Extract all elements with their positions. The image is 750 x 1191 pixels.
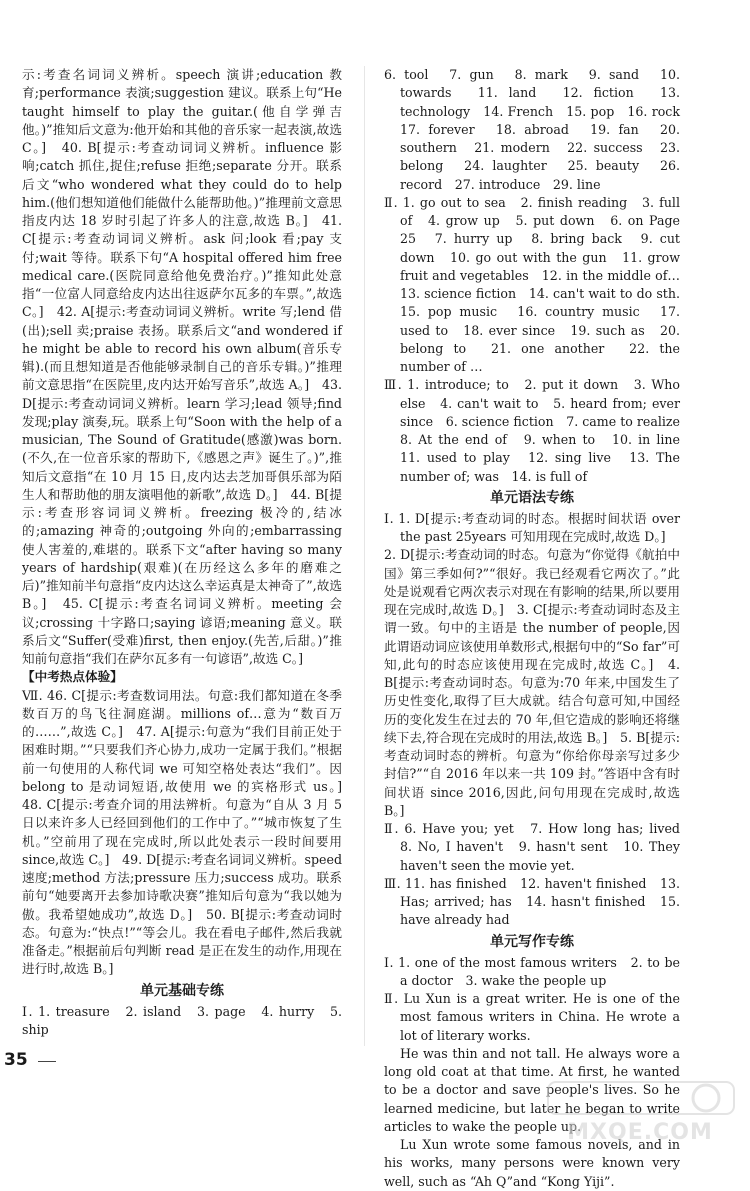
hot-spot-answers: Ⅶ. 46. C[提示:考查数词用法。句意:我们都知道在冬季数百万的鸟飞往洞庭湖。millions of…意为“数百万的……”,故选 C。] 47. A[提示:句意为“我们目前正处于困难时期。”“只要我们齐心协力,成功一定属于我们。”根据前一句使用的人称代词 we 可知空格处表达“我们”。因 belong to 是动词短语,故使用 we 的宾格形式 us。] 48. C[提示:考查介词的用法辨析。句意为“自从 3 月 5 日以来许多人已经回到他们的工作中了。”“城市恢复了生机。”空前用了现在完成时,所以此处表示一段时间要用 since,故选 C。] 49. D[提示:考查名词词义辨析。speed 速度;method 方法;pressure 压力;success 成功。联系前句“她要离开去参加诗歌决赛”推知后句意为“我以她为傲。我希望她成功”,故选 D。] 50. B[提示:考查动词时态。句意为:“快点!”“等会儿。我在看电子邮件,然后我就准备走。”根据前后句判断 read 是正在发生的动作,用现在进行时,故选 B。] bbox=[22, 687, 355, 977]
left-column bbox=[22, 66, 355, 1039]
grammar-item-2: 2. D[提示:考查动词的时态。句意为“你觉得《航拍中国》第三季如何?”“很好。我已经观看它两次了。”此处是说观看它两次表示对现在有影响的结果,所以要用现在完成时,故选 D。] 3. C[提示:考查动词时态及主谓一致。句中的主语是 the number of people,因此谓语动词应该使用单数形式,根据句中的“So far”可知,此句的时态应该使用现在完成时,故选 C。] 4. B[提示:考查动词时态。句意为:70 年来,中国发生了历史性变化,取得了巨大成就。结合句意可知,中国经历的变化发生在过去的 70 年,但它造成的影响还将继续下去,符合现在完成时的用法,故选 B。] 5. B[提示:考查动词时态的辨析。句意为“你给你母亲写过多少封信?”“自 2016 年以来一共 109 封。”答语中含有时间状语 since 2016,因此,问句用现在完成时,故选 B。] bbox=[384, 547, 680, 818]
hot-spot-heading: 【中考热点体验】 bbox=[22, 669, 123, 685]
writing-essay-line-2: He was thin and not tall. He always wore a long old coat at that time. At first, he wanted to be a doctor and save people's lives. So he learned medicine, but later he began to write articles to wake the people up. bbox=[384, 1045, 680, 1134]
column-divider bbox=[364, 66, 365, 1046]
page-number-rule bbox=[38, 1061, 56, 1062]
grammar-item-4: Ⅲ. 11. has finished 12. haven't finished 13. Has; arrived; has 14. hasn't finished 15. have already had bbox=[384, 875, 680, 928]
basic-first-line: Ⅰ. 1. treasure 2. island 3. page 4. hurry 5. ship bbox=[22, 1003, 342, 1037]
watermark bbox=[540, 1078, 740, 1146]
basic-items-vocab: 6. tool 7. gun 8. mark 9. sand 10. towards 11. land 12. fiction 13. technology 14. French 15. pop 16. rock 17. forever 18. abroad 19. fan 20. southern 21. modern 22. success 23. belong 24. laughter 25. beauty 26. record 27. introduce 29. line bbox=[384, 67, 693, 192]
grammar-item-1: Ⅰ. 1. D[提示:考查动词的时态。根据时间状语 over the past 25years 可知用现在完成时,故选 D。] bbox=[384, 510, 680, 544]
watermark-url: MXQE.COM bbox=[567, 1120, 713, 1145]
writing-essay-line-1: Ⅱ. Lu Xun is a great writer. He is one of the most famous writers in China. He wrote a lot of literary works. bbox=[384, 991, 680, 1043]
answer-paragraph: 示:考查名词词义辨析。speech 演讲;education 教育;performance 表演;suggestion 建议。联系上句“He taught himself to play the guitar.(他自学弹吉他。)”推知后文意为:他开始和其他的音乐家一起表演,故选 C。] 40. B[提示:考查动词词义辨析。influence 影响;catch 抓住,捉住;refuse 拒绝;separate 分开。联系后文“who wondered what they could do to help him.(他们想知道他们能做什么能帮助他。)”推理前文意思指皮内达 18 岁时引起了许多人的注意,故选 B。] 41. C[提示:考查动词词义辨析。ask 问;look 看;pay 支付;wait 等待。联系下句“A hospital offered him free medical care.(医院同意给他免费治疗。)”推知此处意指“一位富人同意给皮内达出往返萨尔瓦多的车票。”,故选 C。] 42. A[提示:考查动词词义辨析。write 写;lend 借(出);sell 卖;praise 表扬。联系后文“and wondered if he might be able to record his own album(音乐专辑).(而且想知道是否他能够录制自己的音乐专辑。)”推理前文意思指“在医院里,皮内达开始写音乐”,故选 A。] 43. D[提示:考查动词词义辨析。learn 学习;lead 领导;find 发现;play 演奏,玩。联系上句“Soon with the help of a musician, The Sound of Gratitude(感激)was born.(不久,在一位音乐家的帮助下,《感恩之声》诞生了。)”,推知后文意指“在 10 月 15 日,皮内达去芝加哥俱乐部为陌生人和帮助他的朋友演唱他的新歌”,故选 D。] 44. B[提示:考查形容词词义辨析。freezing 极冷的,结冰的;amazing 神奇的;outgoing 外向的;embarrassing 使人害羞的,难堪的。联系下文“after having so many years of hardship(艰难)(在历经这么多年的磨难之后)”推知前半句意指“皮内达这么幸运真是太神奇了”,故选 B。] 45. C[提示:考查名词词义辨析。meeting 会议;crossing 十字路口;saying 谚语;meaning 意义。联系后文“Suffer(受难)first, then enjoy.(先苦,后甜。)”推知前句意指“我们在萨尔瓦多有一句谚语”,故选 C。] bbox=[22, 67, 342, 666]
grammar-item-3: Ⅱ. 6. Have you; yet 7. How long has; lived 8. No, I haven't 9. hasn't sent 10. They haven't seen the movie yet. bbox=[384, 821, 693, 873]
writing-essay-line-3: Lu Xun wrote some famous novels, and in his works, many persons were known very well, such as “Ah Q”and “Kong Yiji”. bbox=[384, 1137, 680, 1189]
right-column bbox=[384, 66, 693, 1191]
watermark-logo-icon bbox=[546, 1078, 736, 1118]
writing-practice-heading: 单元写作专练 bbox=[490, 933, 574, 950]
writing-item-1: Ⅰ. 1. one of the most famous writers 2. to be a doctor 3. wake the people up bbox=[384, 954, 680, 988]
basic-items-phrases: Ⅱ. 1. go out to sea 2. finish reading 3. full of 4. grow up 5. put down 6. on Page 25 7. hurry up 8. bring back 9. cut down 10. go out with the gun 11. grow fruit and vegetables 12. in the middle of… 13. science fiction 14. can't wait to do sth. 15. pop music 16. country music 17. used to 18. ever since 19. such as 20. belong to 21. one another 22. the number of … bbox=[384, 194, 693, 374]
page-number: 35 bbox=[4, 1050, 28, 1070]
basic-practice-heading: 单元基础专练 bbox=[140, 982, 224, 999]
basic-items-fill: Ⅲ. 1. introduce; to 2. put it down 3. Who else 4. can't wait to 5. heard from; ever since 6. science fiction 7. came to realize 8. At the end of 9. when to 10. in line 11. used to play 12. sing live 13. The number of; was 14. is full of bbox=[384, 377, 693, 484]
grammar-practice-heading: 单元语法专练 bbox=[490, 489, 574, 506]
